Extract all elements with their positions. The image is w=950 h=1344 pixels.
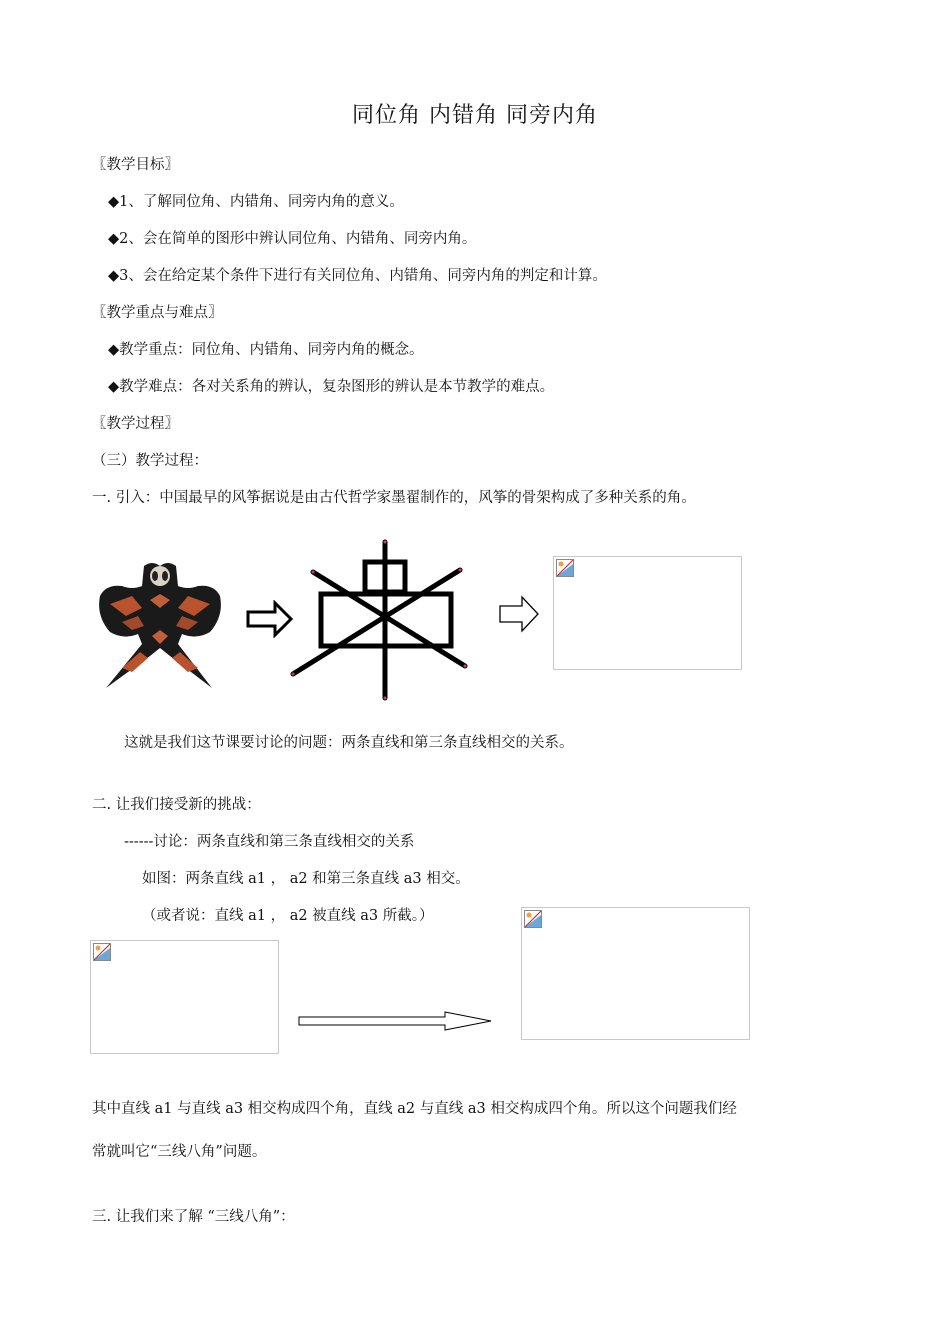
intro-summary: 这就是我们这节课要讨论的问题：两条直线和第三条直线相交的关系。: [124, 735, 574, 751]
angle-figure-placeholder: [553, 556, 742, 670]
broken-image-icon: [524, 910, 542, 928]
section3-heading: 三. 让我们来了解 “三线八角”：: [92, 1209, 295, 1225]
objective-item-3: ◆3、会在给定某个条件下进行有关同位角、内错角、同旁内角的判定和计算。: [108, 268, 607, 284]
objective-item-1: ◆1、了解同位角、内错角、同旁内角的意义。: [108, 194, 404, 210]
process-sub-heading: （三）教学过程：: [92, 453, 208, 469]
kite-skeleton-diagram: [285, 538, 495, 703]
lines-figure-placeholder: [90, 940, 279, 1054]
section2-heading: 二. 让我们接受新的挑战：: [92, 797, 261, 813]
objectives-heading: 〖教学目标〗: [92, 157, 179, 173]
section2-topic: ------讨论：两条直线和第三条直线相交的关系: [124, 834, 415, 850]
key-point-item-1: ◆教学重点：同位角、内错角、同旁内角的概念。: [108, 342, 424, 358]
right-arrow-icon: [498, 594, 542, 634]
key-point-item-2: ◆教学难点：各对关系角的辨认，复杂图形的辨认是本节教学的难点。: [108, 379, 555, 395]
three-lines-figure-placeholder: [521, 907, 750, 1040]
key-points-heading: 〖教学重点与难点〗: [92, 305, 223, 321]
section2-line-2: （或者说：直线 a1 ， a2 被直线 a3 所截。）: [142, 908, 434, 924]
process-heading: 〖教学过程〗: [92, 416, 179, 432]
broken-image-icon: [556, 559, 574, 577]
section2-paragraph-line-2: 常就叫它“三线八角”问题。: [92, 1144, 267, 1160]
section2-line-1: 如图：两条直线 a1 ， a2 和第三条直线 a3 相交。: [142, 871, 470, 887]
page-title: 同位角 内错角 同旁内角: [352, 103, 598, 128]
broken-image-icon: [93, 943, 111, 961]
section2-paragraph-line-1: 其中直线 a1 与直线 a3 相交构成四个角，直线 a2 与直线 a3 相交构成四个角。所以这个问题我们经: [92, 1101, 737, 1117]
intro-paragraph: 一. 引入：中国最早的风筝据说是由古代哲学家墨翟制作的，风筝的骨架构成了多种关系的角。: [92, 490, 696, 506]
right-arrow-icon: [297, 1010, 497, 1032]
kite-image: [92, 556, 228, 692]
objective-item-2: ◆2、会在简单的图形中辨认同位角、内错角、同旁内角。: [108, 231, 477, 247]
